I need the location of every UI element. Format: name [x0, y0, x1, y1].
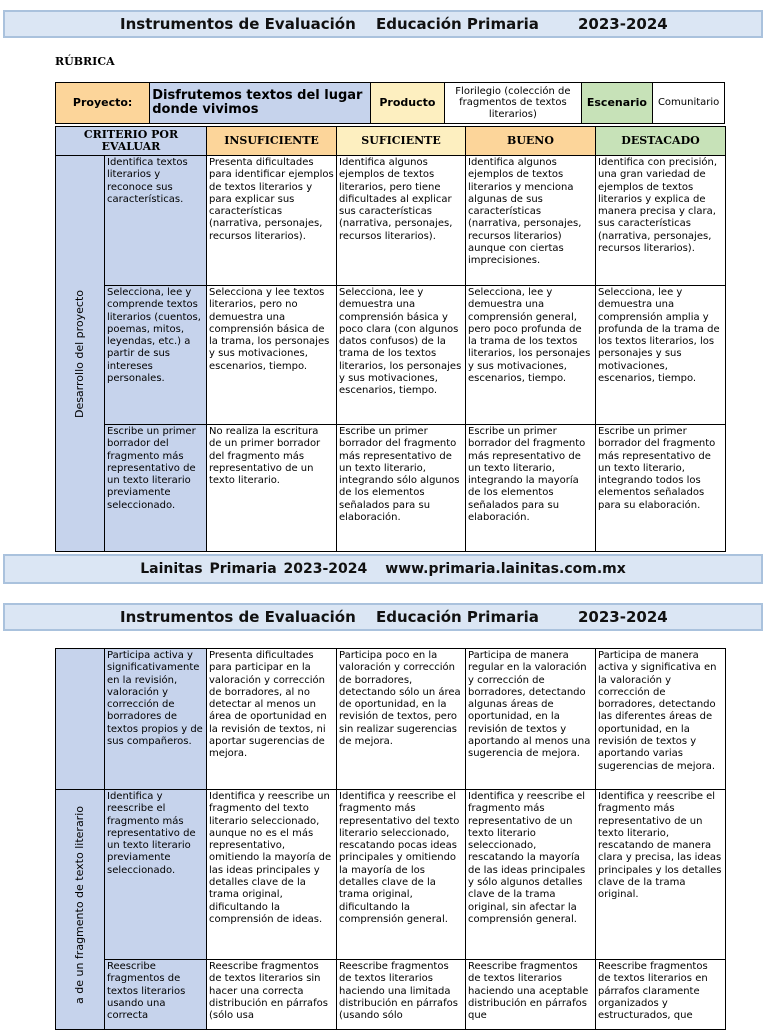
destacado-cell: Identifica y reescribe el fragmento más representativo de un texto literario, rescatando de manera clara y precisa, las ideas principales y los detalles clave de la trama original.	[596, 790, 726, 960]
section-label-text: Desarrollo del proyecto	[72, 289, 86, 418]
producto-value: Florilegio (colección de fragmentos de textos literarios)	[445, 83, 581, 124]
producto-label: Producto	[370, 83, 445, 124]
criterio-cell: Identifica textos literarios y reconoce sus características.	[105, 156, 207, 286]
col-bueno: BUENO	[466, 127, 596, 156]
page1-header-banner	[3, 10, 763, 38]
insuficiente-cell: Presenta dificultades para identificar ejemplos de textos literarios y para explicar sus características (narrativa, personajes, recursos literarios).	[207, 156, 337, 286]
bueno-cell: Identifica algunos ejemplos de textos literarios y menciona algunas de sus características (narrativa, personajes, recursos literarios) aunque con ciertas imprecisiones.	[466, 156, 596, 286]
table-row	[56, 156, 726, 286]
bueno-cell: Participa de manera regular en la valoración y corrección de borradores, detectando algunas áreas de oportunidad, en la revisión de textos y aportando al menos una sugerencia de mejora.	[466, 649, 596, 790]
suficiente-cell: Identifica y reescribe el fragmento más representativo del texto literario seleccionado, rescatando pocas ideas principales y omitiendo la mayoría de los detalles clave de la trama original, dificultando la comprensión general.	[337, 790, 466, 960]
suficiente-cell: Participa poco en la valoración y corrección de borradores, detectando sólo un área de oportunidad, en la revisión de textos, pero sin realizar sugerencias de mejora.	[337, 649, 466, 790]
proyecto-label: Proyecto:	[56, 83, 150, 124]
destacado-cell: Identifica con precisión, una gran variedad de ejemplos de textos literarios y explica de manera precisa y clara, sus características (narrativa, personajes, recursos literarios).	[596, 156, 726, 286]
rubrica-label: RÚBRICA	[55, 55, 115, 68]
suficiente-cell: Reescribe fragmentos de textos literarios haciendo una limitada distribución en párrafos (usando sólo	[337, 960, 466, 1030]
destacado-cell: Selecciona, lee y demuestra una comprensión amplia y profunda de la trama de los textos literarios, los personajes y sus motivaciones, escenarios, tiempo.	[596, 286, 726, 425]
section-label-text: a de un fragmento de texto literario	[72, 805, 86, 1004]
criterio-cell: Identifica y reescribe el fragmento más representativo de un texto literario previamente seleccionado.	[105, 790, 207, 960]
table-row	[56, 649, 726, 790]
page1-header-title: Instrumentos de Evaluación	[120, 15, 356, 33]
page2-header-title: Instrumentos de Evaluación	[120, 608, 356, 626]
bueno-cell: Reescribe fragmentos de textos literarios haciendo una aceptable distribución en párrafos que	[466, 960, 596, 1030]
suficiente-cell: Escribe un primer borrador del fragmento más representativo de un texto literario, integrando sólo algunos de los elementos señalados para su elaboración.	[337, 425, 466, 552]
escenario-value: Comunitario	[653, 83, 725, 124]
rubric-table-page1	[55, 126, 726, 552]
page1-header-year: 2023-2024	[578, 15, 668, 33]
page-separator	[0, 586, 768, 600]
bueno-cell: Selecciona, lee y demuestra una comprensión general, pero poco profunda de la trama de los textos literarios, los personajes y sus motivaciones, escenarios, tiempo.	[466, 286, 596, 425]
rubric-table-page2	[55, 648, 726, 1030]
insuficiente-cell: Selecciona y lee textos literarios, pero no demuestra una comprensión básica de la trama, los personajes y sus motivaciones, escenarios, tiempo.	[207, 286, 337, 425]
col-insuficiente: INSUFICIENTE	[207, 127, 337, 156]
section-label-desarrollo	[56, 156, 105, 552]
criterio-cell: Selecciona, lee y comprende textos literarios (cuentos, poemas, mitos, leyendas, etc.) a partir de sus intereses personales.	[105, 286, 207, 425]
insuficiente-cell: Reescribe fragmentos de textos literarios sin hacer una correcta distribución en párrafos (sólo usa	[207, 960, 337, 1030]
criterio-cell: Escribe un primer borrador del fragmento más representativo de un texto literario previamente seleccionado.	[105, 425, 207, 552]
page2-header-banner	[3, 603, 763, 631]
escenario-label: Escenario	[581, 83, 653, 124]
footer-url[interactable]: www.primaria.lainitas.com.mx	[385, 561, 626, 577]
suficiente-cell: Identifica algunos ejemplos de textos literarios, pero tiene dificultades al explicar sus características (narrativa, personajes, recursos literarios).	[337, 156, 466, 286]
col-destacado: DESTACADO	[596, 127, 726, 156]
page2-header-year: 2023-2024	[578, 608, 668, 626]
proyecto-value: Disfrutemos textos del lugar donde vivimos	[150, 83, 370, 124]
page1-footer-banner	[3, 554, 763, 584]
insuficiente-cell: No realiza la escritura de un primer borrador del fragmento más representativo de un texto literario.	[207, 425, 337, 552]
table-row	[56, 425, 726, 552]
col-criterio: CRITERIO POR EVALUAR	[56, 127, 207, 156]
col-suficiente: SUFICIENTE	[337, 127, 466, 156]
destacado-cell: Reescribe fragmentos de textos literarios en párrafos claramente organizados y estructurados, que	[596, 960, 726, 1030]
page1-header-level: Educación Primaria	[376, 15, 539, 33]
bueno-cell: Escribe un primer borrador del fragmento más representativo de un texto literario, integrando la mayoría de los elementos señalados para su elaboración.	[466, 425, 596, 552]
table-row	[56, 960, 726, 1030]
table-row	[56, 286, 726, 425]
bueno-cell: Identifica y reescribe el fragmento más representativo de un texto literario seleccionado, rescatando la mayoría de las ideas principales y sólo algunos detalles clave de la trama original, sin afectar la comprensión general.	[466, 790, 596, 960]
footer-site-name: Lainitas Primaria 2023-2024	[140, 561, 368, 577]
suficiente-cell: Selecciona, lee y demuestra una comprensión básica y poco clara (con algunos datos confusos) de la trama de los textos literarios, los personajes y sus motivaciones, escenarios, tiempo.	[337, 286, 466, 425]
criterio-cell: Participa activa y significativamente en la revisión, valoración y corrección de borradores de textos propios y de sus compañeros.	[105, 649, 207, 790]
destacado-cell: Escribe un primer borrador del fragmento más representativo de un texto literario, integrando todos los elementos señalados para su elaboración.	[596, 425, 726, 552]
destacado-cell: Participa de manera activa y significativa en la valoración y corrección de borradores, detectando las diferentes áreas de oportunidad, en la revisión de textos y aportando varias sugerencias de mejora.	[596, 649, 726, 790]
project-info-table	[55, 82, 725, 124]
insuficiente-cell: Identifica y reescribe un fragmento del texto literario seleccionado, aunque no es el más representativo, omitiendo la mayoría de las ideas principales y detalles clave de la trama original, dificultando la comprensión de ideas.	[207, 790, 337, 960]
table-row	[56, 790, 726, 960]
section-label-reescritura	[56, 790, 105, 1030]
section-label-prev	[56, 649, 105, 790]
insuficiente-cell: Presenta dificultades para participar en la valoración y corrección de borradores, al no detectar al menos un área de oportunidad en la revisión de textos, ni aportar sugerencias de mejora.	[207, 649, 337, 790]
page2-header-level: Educación Primaria	[376, 608, 539, 626]
criterio-cell: Reescribe fragmentos de textos literarios usando una correcta	[105, 960, 207, 1030]
